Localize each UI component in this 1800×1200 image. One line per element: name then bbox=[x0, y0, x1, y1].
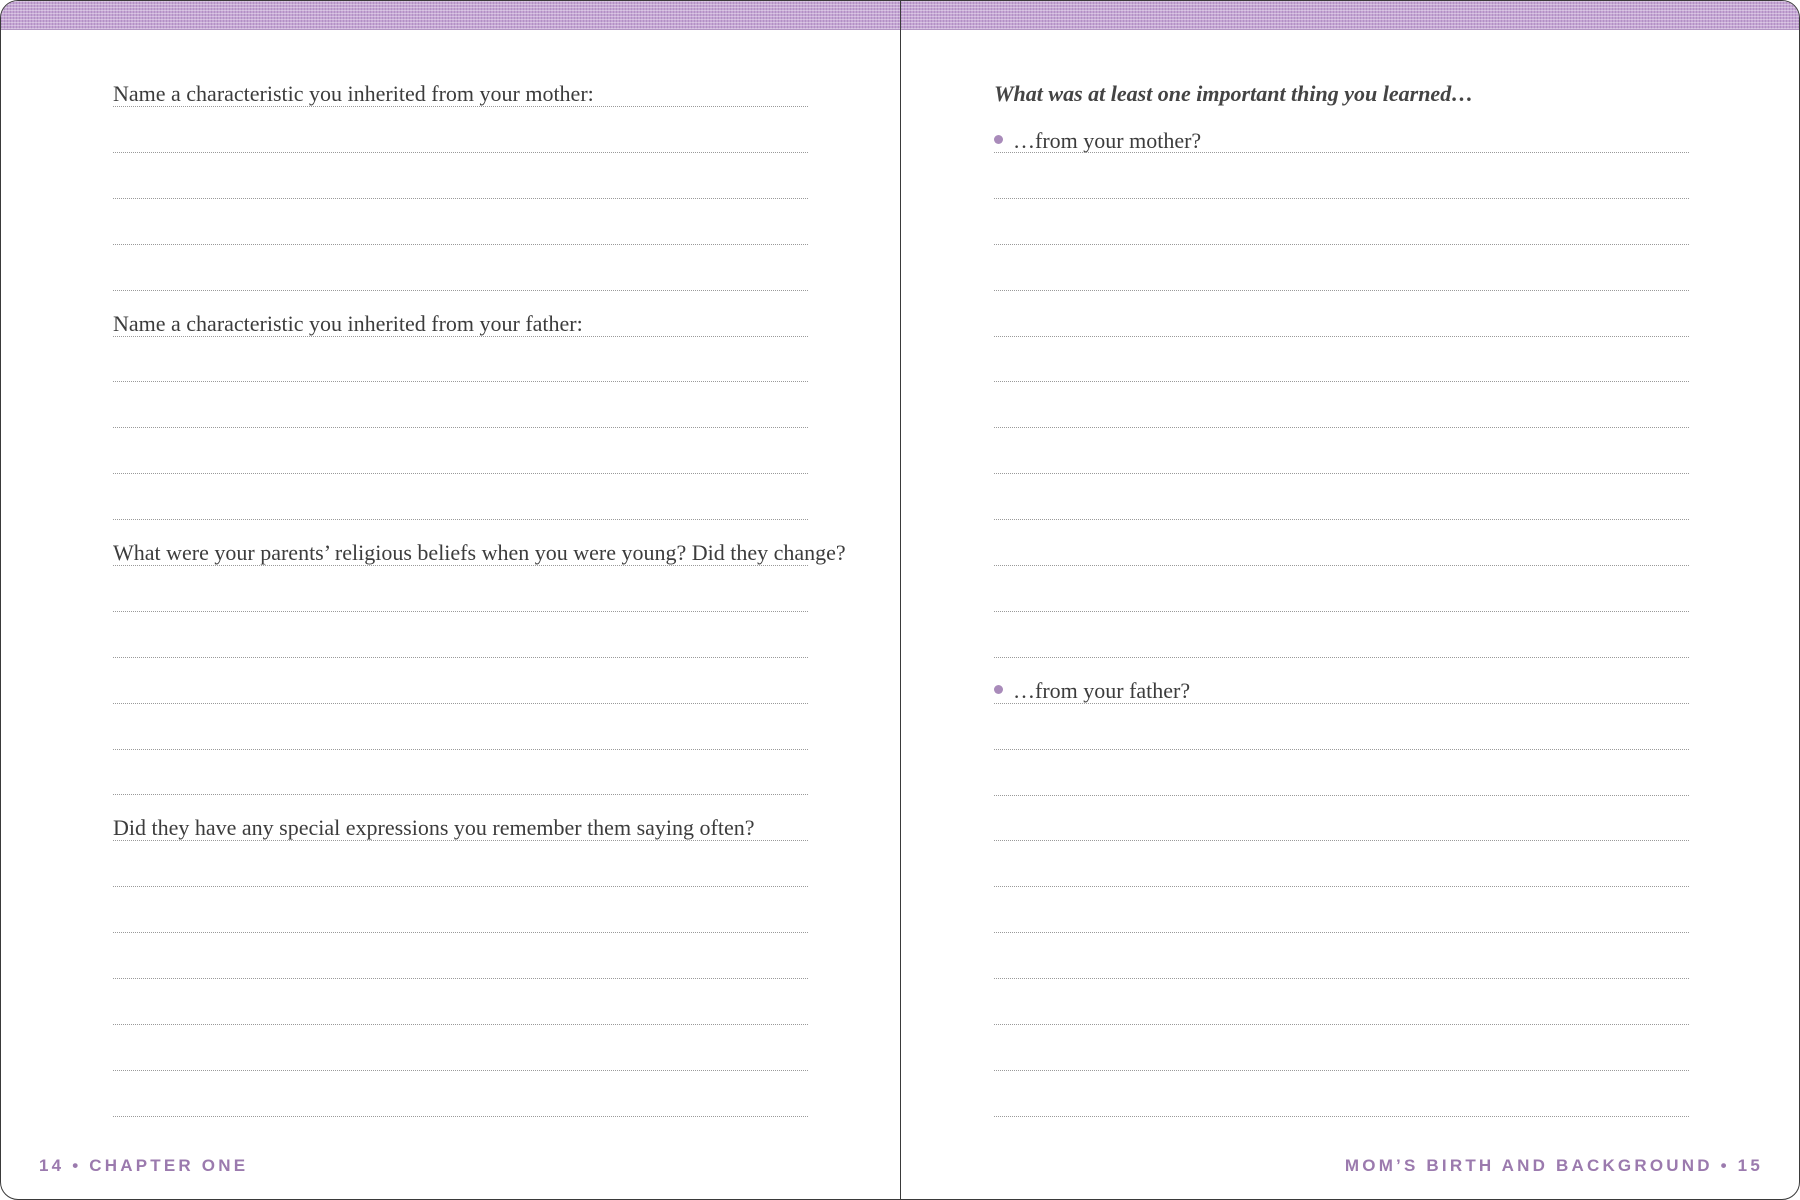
page-gutter bbox=[900, 1, 901, 1199]
writing-line[interactable] bbox=[994, 381, 1689, 382]
writing-line[interactable] bbox=[113, 978, 808, 979]
writing-line[interactable] bbox=[113, 794, 808, 795]
right-page bbox=[994, 1, 1689, 1199]
writing-line[interactable] bbox=[994, 473, 1689, 474]
question-special-expressions: Did they have any special expressions you remember them saying often? bbox=[113, 815, 755, 840]
writing-line[interactable] bbox=[113, 1024, 808, 1025]
writing-line[interactable] bbox=[113, 381, 808, 382]
writing-line[interactable] bbox=[994, 749, 1689, 750]
writing-line[interactable] bbox=[994, 1024, 1689, 1025]
writing-line[interactable] bbox=[113, 336, 808, 337]
right-page-heading: What was at least one important thing you learned… bbox=[994, 81, 1474, 106]
writing-line[interactable] bbox=[113, 932, 808, 933]
writing-line[interactable] bbox=[994, 290, 1689, 291]
question-mother-characteristic: Name a characteristic you inherited from your mother: bbox=[113, 81, 594, 106]
left-page-footer: 14 • CHAPTER ONE bbox=[39, 1156, 249, 1175]
writing-line[interactable] bbox=[994, 886, 1689, 887]
writing-line[interactable] bbox=[113, 290, 808, 291]
writing-line[interactable] bbox=[113, 427, 808, 428]
writing-line[interactable] bbox=[994, 1070, 1689, 1071]
writing-line[interactable] bbox=[994, 840, 1689, 841]
writing-line[interactable] bbox=[113, 611, 808, 612]
writing-line[interactable] bbox=[113, 106, 808, 107]
bullet-dot-mother bbox=[994, 135, 1003, 144]
item-from-mother: …from your mother? bbox=[1013, 128, 1202, 153]
writing-line[interactable] bbox=[113, 519, 808, 520]
writing-line[interactable] bbox=[994, 978, 1689, 979]
left-page bbox=[113, 1, 846, 1199]
writing-line[interactable] bbox=[113, 565, 808, 566]
writing-line[interactable] bbox=[994, 519, 1689, 520]
writing-line[interactable] bbox=[994, 152, 1689, 153]
item-from-father: …from your father? bbox=[1013, 678, 1191, 703]
writing-line[interactable] bbox=[994, 198, 1689, 199]
writing-line[interactable] bbox=[994, 932, 1689, 933]
writing-line[interactable] bbox=[994, 795, 1689, 796]
writing-line[interactable] bbox=[113, 703, 808, 704]
writing-line[interactable] bbox=[113, 840, 808, 841]
writing-line[interactable] bbox=[113, 244, 808, 245]
writing-line[interactable] bbox=[113, 749, 808, 750]
writing-line[interactable] bbox=[994, 244, 1689, 245]
writing-line[interactable] bbox=[994, 1116, 1689, 1117]
writing-line[interactable] bbox=[994, 336, 1689, 337]
writing-line[interactable] bbox=[994, 657, 1689, 658]
question-father-characteristic: Name a characteristic you inherited from your father: bbox=[113, 311, 583, 336]
right-page-footer: MOM’S BIRTH AND BACKGROUND • 15 bbox=[1344, 1156, 1763, 1175]
writing-line[interactable] bbox=[113, 473, 808, 474]
writing-line[interactable] bbox=[994, 565, 1689, 566]
writing-line[interactable] bbox=[994, 703, 1689, 704]
writing-line[interactable] bbox=[113, 1070, 808, 1071]
writing-line[interactable] bbox=[113, 152, 808, 153]
writing-line[interactable] bbox=[113, 886, 808, 887]
writing-line[interactable] bbox=[113, 1116, 808, 1117]
writing-line[interactable] bbox=[994, 427, 1689, 428]
writing-line[interactable] bbox=[994, 611, 1689, 612]
writing-line[interactable] bbox=[113, 198, 808, 199]
question-religious-beliefs: What were your parents’ religious beliefs when you were young? Did they change? bbox=[113, 540, 846, 565]
writing-line[interactable] bbox=[113, 657, 808, 658]
bullet-dot-father bbox=[994, 685, 1003, 694]
